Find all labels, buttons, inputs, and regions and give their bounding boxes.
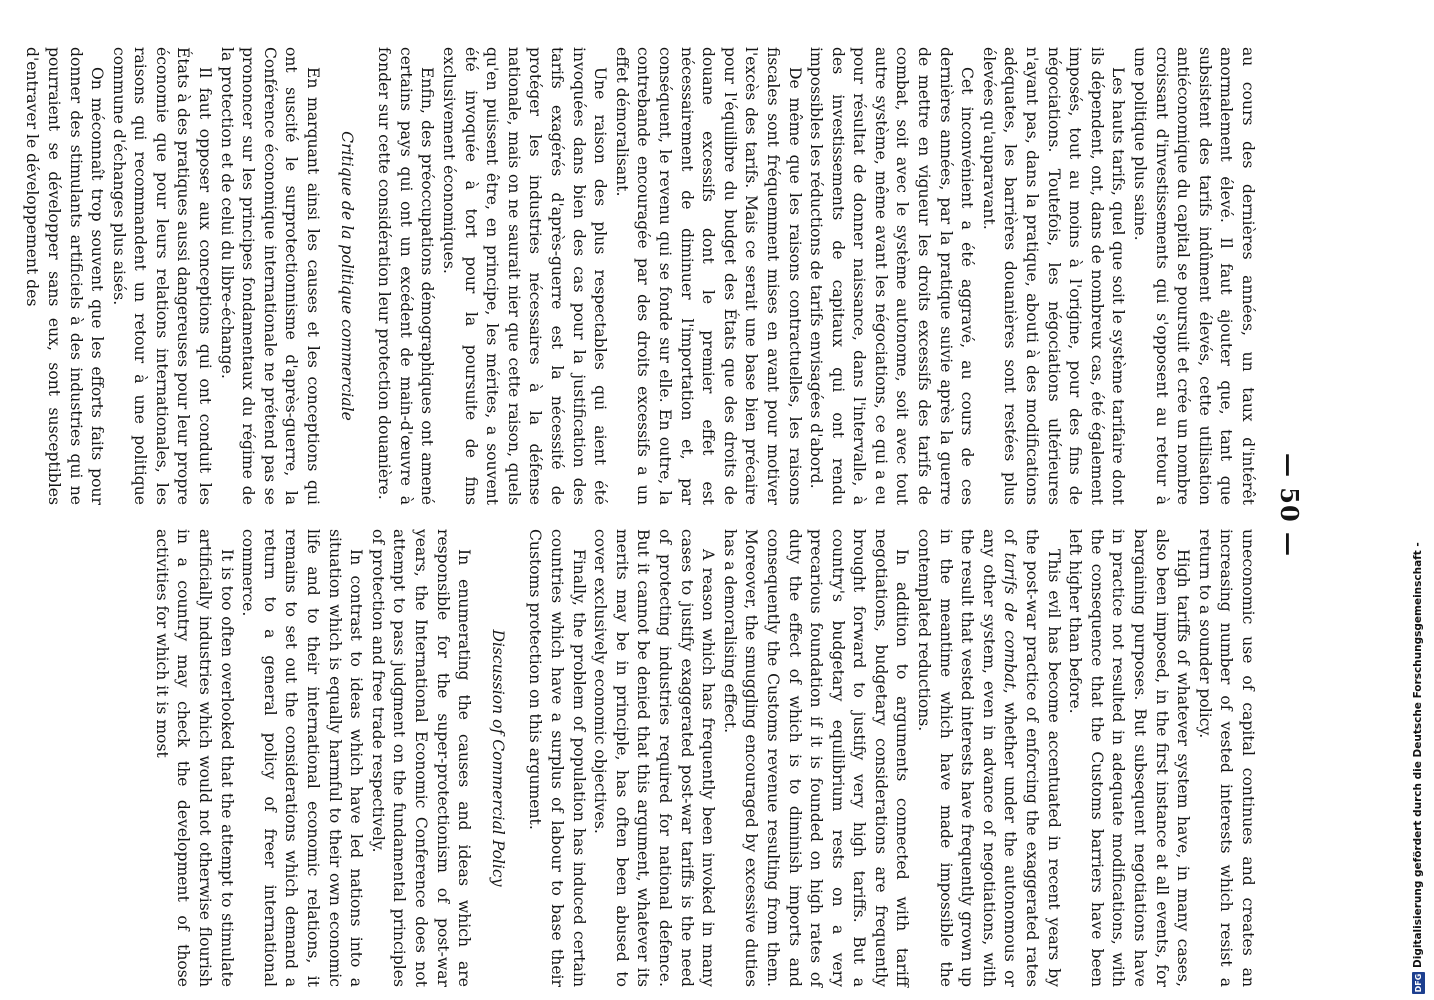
- french-section-heading: Critique de la politique commerciale: [337, 131, 356, 421]
- english-paragraph: In contrast to ideas which have led nations into a situation which is equally harmful to their own economic life and to their international economic relations, it remains to set out the considerations which demand a return to a general policy of freer international commerce.: [239, 529, 366, 987]
- french-paragraph: Il faut opposer aux conceptions qui ont conduit les États à des pratiques aussi dangereuses pour leur propre économie que pour leurs relations internationales, les raisons qui recommandent un retour à une politique commune d'échanges plus aisés.: [109, 47, 215, 505]
- digitization-credit-text: Digitalisierung gefördert durch die Deutsche Forschungsgemeinschaft -: [1412, 542, 1424, 968]
- english-emphasis: tarifs de combat: [1001, 552, 1020, 689]
- french-paragraph: Les hauts tarifs, quel que soit le système tarifaire dont ils dépendent, ont, dans de nombreux cas, été également imposés, tout au moins à l'origine, pour des fins de négociations. Toutefois, les négociations ultérieures n'ayant pas, dans la pratique, abouti à des modifications adéquates, les barrières douanières sont restées plus élevées qu'auparavant.: [979, 47, 1128, 505]
- page-number: — 50 —: [1275, 452, 1304, 558]
- french-column: [23, 47, 1258, 505]
- english-paragraph: It is too often overlooked that the attempt to stimulate artificially industries which would not otherwise flourish in a country may check the development of those activities for which it is most: [152, 529, 236, 987]
- french-paragraph: Une raison des plus respectables qui aient été invoquées dans bien des cas pour la justification des tarifs exagérés d'après-guerre est la nécessité de protéger les industries nécessaires à la défense nationale, mais on ne saurait nier que cette raison, quels qu'en puissent être, en principe, les mérites, a souvent été invoquée à tort pour la poursuite de fins exclusivement économiques.: [440, 47, 610, 505]
- french-paragraph: au cours des dernières années, un taux d'intérêt anormalement élevé. Il faut ajouter que, tant que subsistent des tarifs indûment élevés, cette utilisation antiéconomique du capital se poursuit et crée un nombre croissant d'investissements qui s'opposent au retour à une politique plus saine.: [1131, 47, 1257, 505]
- french-paragraph: Cet inconvénient a été aggravé, au cours de ces dernières années, par la pratique suivie après la guerre de mettre en vigueur les droits excessifs des tarifs de combat, soit avec le système autonome, soit avec tout autre système, même avant les négociations, ce qui a eu pour résultat de donner naissance, dans l'intervalle, à des investissements de capitaux qui ont rendu impossibles les réductions de tarifs envisagées d'abord.: [807, 47, 977, 505]
- digitization-credit: [1410, 4, 1426, 994]
- english-column: [138, 529, 1258, 987]
- french-paragraph: En marquant ainsi les causes et les conceptions qui ont suscité le surprotectionnisme d'après-guerre, la Conférence économique internationale ne prétend pas se prononcer sur les principes fondamentaux du régime de la protection et de celui du libre-échange.: [217, 47, 323, 505]
- dfg-logo: DFG: [1413, 973, 1423, 993]
- english-text: , whether under the autonomous or any other system, even in advance of negotiations, with the result that vested interests have frequently grown up in the meantime which have made impossible the contemplated reductions.: [915, 529, 1020, 987]
- english-paragraph: High tariffs of whatever system have, in many cases, also been imposed, in the first instance at all events, for bargaining purposes. But subsequent negotiations have in practice not resulted in adequate modifications, with the consequence that the Customs barriers have been left higher than before.: [1066, 529, 1193, 987]
- english-paragraph: A reason which has frequently been invoked in many cases to justify exaggerated post-war tariffs is the need of protecting industries required for national defence. But it cannot be denied that this argument, whatever its merits may be in principle, has often been abused to cover exclusively economic objectives.: [591, 529, 718, 987]
- french-paragraph: Enfin, des préoccupations démographiques ont amené certains pays qui ont un excédent de main-d'œuvre à fonder sur cette considération leur protection douanière.: [375, 47, 437, 505]
- english-paragraph: Finally, the problem of population has induced certain countries which have a surplus of labour to base their Customs protection on this argument.: [526, 529, 588, 987]
- english-paragraph: In enumerating the causes and ideas which are responsible for the super-protectionism of post-war years, the International Economic Conference does not attempt to pass judgment on the fundamental principles of protection and free trade respectively.: [368, 529, 474, 987]
- french-paragraph: On méconnaît trop souvent que les efforts faits pour donner des stimulants artificiels à des industries qui ne pourraient se développer sans eux, sont susceptibles d'entraver le développement des: [23, 47, 107, 505]
- english-paragraph: In addition to arguments connected with tariff negotiations, budgetary considerations are frequently brought forward to justify very high tariffs. But a country's budgetary equilibrium rests on a very precarious foundation if it is founded on high rates of duty the effect of which is to diminish imports and consequently the Customs revenue resulting from them. Moreover, the smuggling encouraged by excessive duties has a demoralising effect.: [720, 529, 912, 987]
- french-paragraph: De même que les raisons contractuelles, les raisons fiscales sont fréquemment mises en avant pour motiver l'excès des tarifs. Mais ce serait une base bien précaire pour l'équilibre du budget des États que des droits de douane excessifs dont le premier effet est nécessairement de diminuer l'importation et, par conséquent, le revenu qui se fonde sur elle. En outre, la contrebande encouragée par des droits excessifs a un effet démoralisant.: [612, 47, 804, 505]
- english-text: This evil has become accentuated in recent years by the post-war practice of enforcing the exaggerated rates of: [1001, 529, 1063, 987]
- english-section-heading: Discussion of Commercial Policy: [488, 629, 507, 887]
- english-paragraph: [913, 529, 1064, 987]
- english-paragraph: uneconomic use of capital continues and creates an increasing number of vested interests which resist a return to a sounder policy.: [1195, 529, 1257, 987]
- rotated-scanned-page: [23, 25, 1310, 987]
